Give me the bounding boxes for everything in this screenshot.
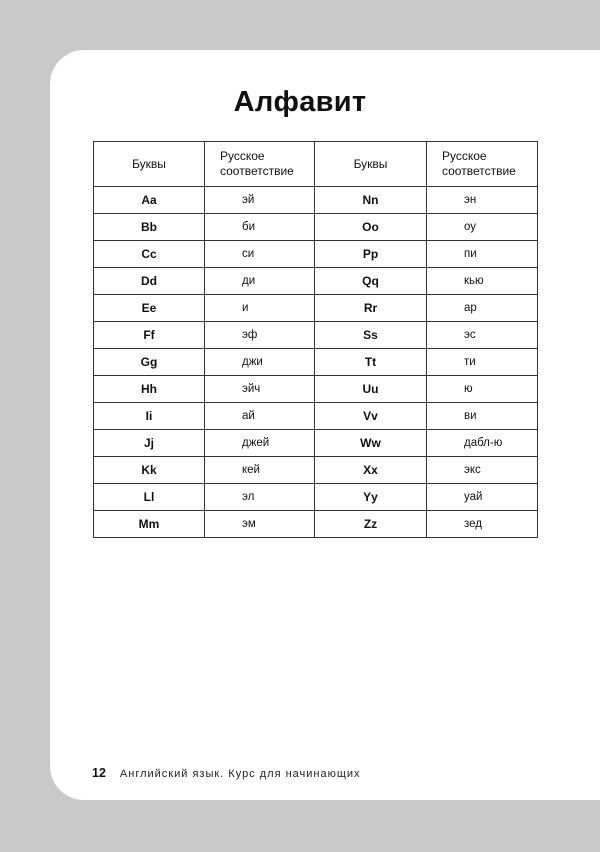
russian-cell: эй	[205, 187, 315, 214]
russian-cell: дабл-ю	[427, 430, 538, 457]
table-row	[94, 457, 538, 484]
page-footer	[92, 766, 361, 780]
table-row	[94, 268, 538, 295]
russian-cell: и	[205, 295, 315, 322]
letter-cell: Cc	[94, 241, 205, 268]
letter-cell: Ii	[94, 403, 205, 430]
letter-cell: Vv	[315, 403, 427, 430]
table-row	[94, 214, 538, 241]
alphabet-table	[93, 141, 538, 538]
letter-cell: Ss	[315, 322, 427, 349]
header-russian-1: Русское соответствие	[205, 142, 315, 187]
table-row	[94, 511, 538, 538]
russian-cell: ви	[427, 403, 538, 430]
russian-cell: эф	[205, 322, 315, 349]
table-row	[94, 403, 538, 430]
russian-cell: эйч	[205, 376, 315, 403]
russian-cell: ю	[427, 376, 538, 403]
letter-cell: Gg	[94, 349, 205, 376]
letter-cell: Ll	[94, 484, 205, 511]
letter-cell: Rr	[315, 295, 427, 322]
table-header-row	[94, 142, 538, 187]
table-body	[94, 187, 538, 538]
table-row	[94, 349, 538, 376]
letter-cell: Oo	[315, 214, 427, 241]
header-letters-2: Буквы	[315, 142, 427, 187]
letter-cell: Aa	[94, 187, 205, 214]
letter-cell: Ww	[315, 430, 427, 457]
letter-cell: Ee	[94, 295, 205, 322]
russian-cell: ар	[427, 295, 538, 322]
letter-cell: Yy	[315, 484, 427, 511]
letter-cell: Kk	[94, 457, 205, 484]
russian-cell: кью	[427, 268, 538, 295]
russian-cell: эл	[205, 484, 315, 511]
russian-cell: эн	[427, 187, 538, 214]
letter-cell: Ff	[94, 322, 205, 349]
russian-cell: ай	[205, 403, 315, 430]
page-title: Алфавит	[233, 86, 367, 118]
russian-cell: джи	[205, 349, 315, 376]
header-letters-1: Буквы	[94, 142, 205, 187]
russian-cell: экс	[427, 457, 538, 484]
russian-cell: си	[205, 241, 315, 268]
book-title: Английский язык. Курс для начинающих	[119, 768, 361, 780]
russian-cell: эм	[205, 511, 315, 538]
header-russian-2: Русское соответствие	[427, 142, 538, 187]
table-row	[94, 295, 538, 322]
table-row	[94, 484, 538, 511]
table-row	[94, 376, 538, 403]
page-number: 12	[92, 766, 106, 780]
letter-cell: Bb	[94, 214, 205, 241]
russian-cell: уай	[427, 484, 538, 511]
russian-cell: джей	[205, 430, 315, 457]
letter-cell: Nn	[315, 187, 427, 214]
table-row	[94, 322, 538, 349]
letter-cell: Pp	[315, 241, 427, 268]
russian-cell: кей	[205, 457, 315, 484]
russian-cell: зед	[427, 511, 538, 538]
letter-cell: Jj	[94, 430, 205, 457]
russian-cell: оу	[427, 214, 538, 241]
russian-cell: ди	[205, 268, 315, 295]
letter-cell: Tt	[315, 349, 427, 376]
letter-cell: Hh	[94, 376, 205, 403]
letter-cell: Qq	[315, 268, 427, 295]
letter-cell: Uu	[315, 376, 427, 403]
letter-cell: Mm	[94, 511, 205, 538]
letter-cell: Dd	[94, 268, 205, 295]
table-row	[94, 187, 538, 214]
letter-cell: Zz	[315, 511, 427, 538]
table-row	[94, 430, 538, 457]
russian-cell: би	[205, 214, 315, 241]
russian-cell: ти	[427, 349, 538, 376]
letter-cell: Xx	[315, 457, 427, 484]
russian-cell: пи	[427, 241, 538, 268]
table-row	[94, 241, 538, 268]
russian-cell: эс	[427, 322, 538, 349]
